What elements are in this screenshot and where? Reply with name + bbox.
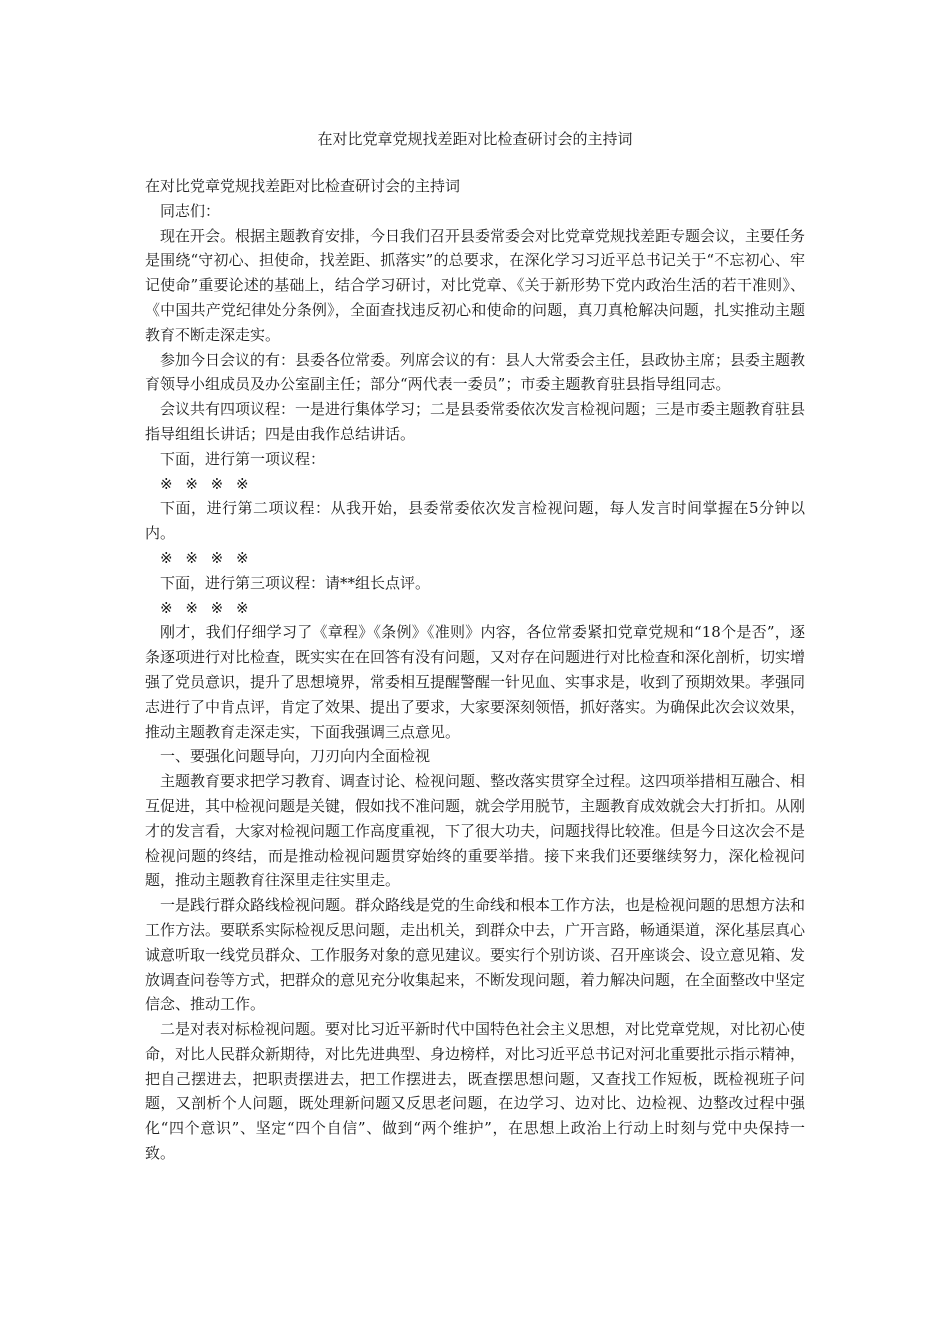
- paragraph-agenda: 会议共有四项议程：一是进行集体学习；二是县委常委依次发言检视问题；三是市委主题教育驻县指导组组长讲话；四是由我作总结讲话。: [145, 400, 806, 443]
- paragraph-agenda-item-1: 下面，进行第一项议程：: [160, 449, 326, 468]
- paragraph-agenda-item-3: 下面，进行第三项议程：请**组长点评。: [160, 573, 431, 592]
- separator-marks: ※ ※ ※ ※: [160, 474, 253, 493]
- separator-marks: ※ ※ ※ ※: [160, 598, 253, 617]
- paragraph-summary: 刚才，我们仔细学习了《章程》《条例》《准则》内容，各位常委紧扣党章党规和“18个是否”，逐条逐项进行对比检查，既实实在在回答有没有问题，又对存在问题进行对比检查和深化剖析，切实增强了党员意识，提升了思想境界，常委相互提醒警醒一针见血、实事求是，收到了预期效果。孝强同志进行了中肯点评，肯定了效果、提出了要求，大家要深刻领悟，抓好落实。为确保此次会议效果，推动主题教育走深走实，下面我强调三点意见。: [145, 623, 806, 741]
- paragraph-agenda-item-2: 下面，进行第二项议程：从我开始，县委常委依次发言检视问题，每人发言时间掌握在5分钟以内。: [145, 499, 805, 543]
- section-heading-1: 一、要强化问题导向，刀刃向内全面检视: [160, 747, 431, 766]
- document-subtitle: 在对比党章党规找差距对比检查研讨会的主持词: [145, 177, 461, 195]
- document-title: 在对比党章党规找差距对比检查研讨会的主持词: [317, 130, 633, 148]
- paragraph-point-1: 一是践行群众路线检视问题。群众路线是党的生命线和根本工作方法，也是检视问题的思想方法和工作方法。要联系实际检视反思问题，走出机关，到群众中去，广开言路，畅通渠道，深化基层真心诚意听取一线党员群众、工作服务对象的意见建议。要实行个别访谈、召开座谈会、设立意见箱、发放调查问卷等方式，把群众的意见充分收集起来，不断发现问题，着力解决问题，在全面整改中坚定信念、推动工作。: [145, 896, 806, 1014]
- separator-marks: ※ ※ ※ ※: [160, 548, 253, 567]
- paragraph-attendees: 参加今日会议的有：县委各位常委。列席会议的有：县人大常委会主任，县政协主席；县委主题教育领导小组成员及办公室副主任；部分“两代表一委员”；市委主题教育驻县指导组同志。: [145, 350, 806, 394]
- paragraph-opening: 现在开会。根据主题教育安排，今日我们召开县委常委会对比党章党规找差距专题会议，主要任务是围绕“守初心、担使命，找差距、抓落实”的总要求，在深化学习习近平总书记关于“不忘初心、牢记使命”重要论述的基础上，结合学习研讨，对比党章、《关于新形势下党内政治生活的若干准则》、《中国共产党纪律处分条例》，全面查找违反初心和使命的问题，真刀真枪解决问题，扎实推动主题教育不断走深走实。: [145, 226, 806, 344]
- document-body: [145, 174, 805, 1166]
- paragraph-section-1-intro: 主题教育要求把学习教育、调查讨论、检视问题、整改落实贯穿全过程。这四项举措相互融合、相互促进，其中检视问题是关键，假如找不准问题，就会学用脱节，主题教育成效就会大打折扣。从刚才的发言看，大家对检视问题工作高度重视，下了很大功夫，问题找得比较准。但是今日这次会不是检视问题的终结，而是推动检视问题贯穿始终的重要举措。接下来我们还要继续努力，深化检视问题，推动主题教育往深里走往实里走。: [145, 772, 806, 890]
- paragraph-salutation: 同志们：: [160, 201, 221, 220]
- paragraph-point-2: 二是对表对标检视问题。要对比习近平新时代中国特色社会主义思想，对比党章党规，对比初心使命，对比人民群众新期待，对比先进典型、身边榜样，对比习近平总书记对河北重要批示指示精神，把自己摆进去，把职责摆进去，把工作摆进去，既查摆思想问题，又查找工作短板，既检视班子问题，又剖析个人问题，既处理新问题又反思老问题，在边学习、边对比、边检视、边整改过程中强化“四个意识”、坚定“四个自信”、做到“两个维护”，在思想上政治上行动上时刻与党中央保持一致。: [145, 1020, 806, 1163]
